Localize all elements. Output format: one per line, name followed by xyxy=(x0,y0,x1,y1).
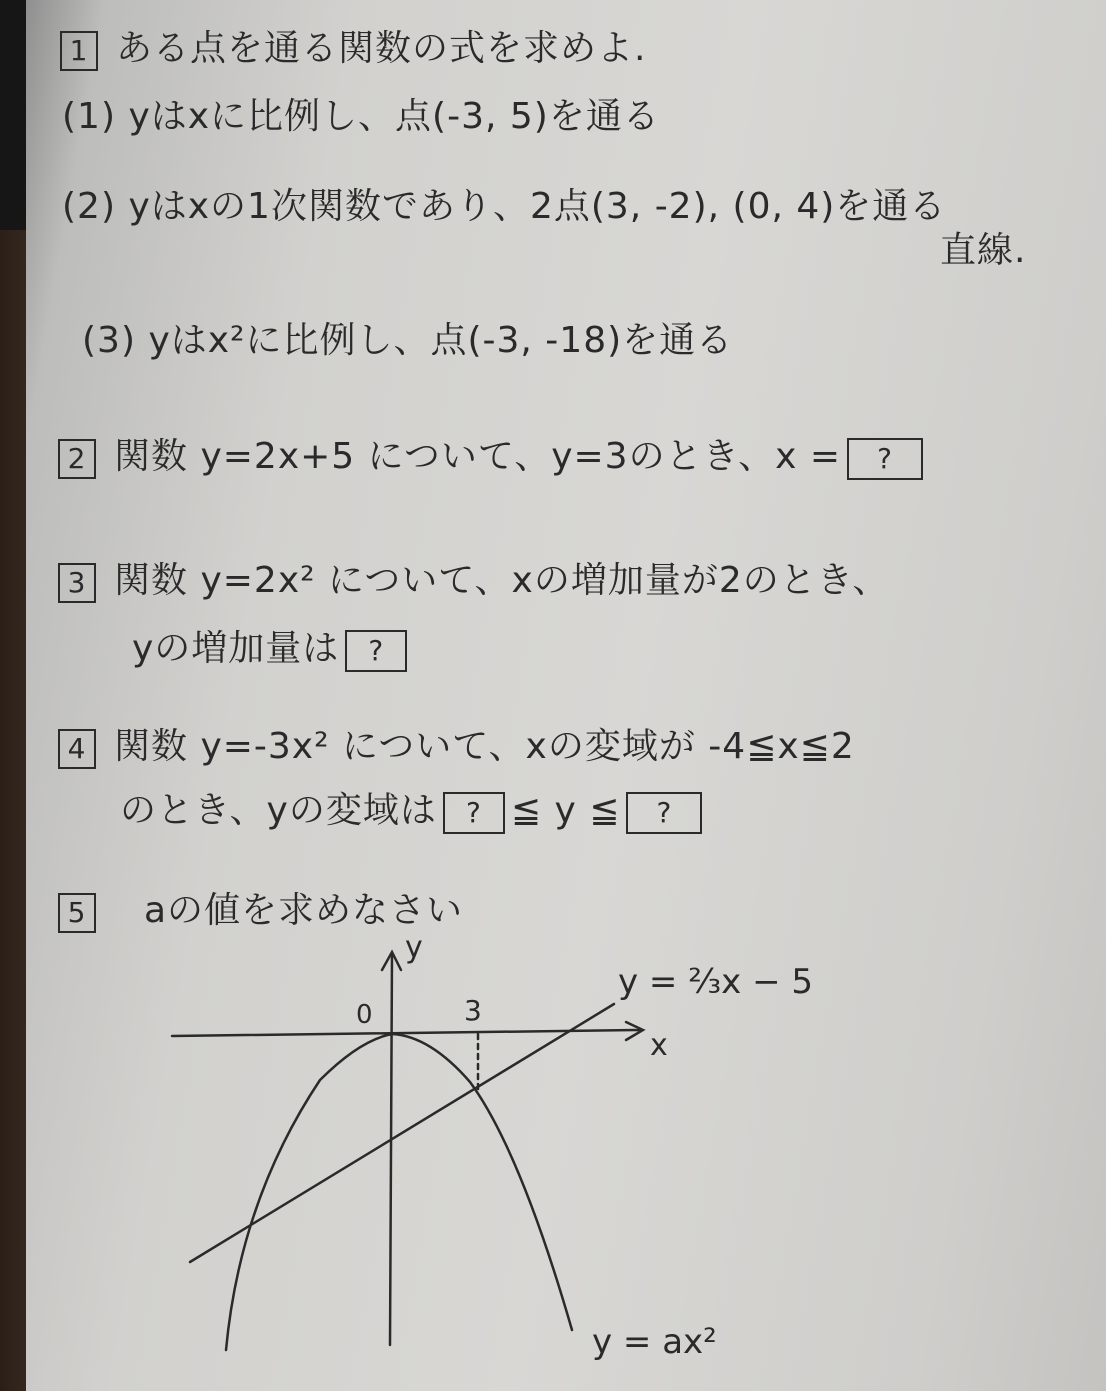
q4-answer-box-1[interactable]: ? xyxy=(443,792,505,834)
q3-text2: yの増加量は xyxy=(132,628,340,669)
x-axis-label: x xyxy=(650,1028,668,1063)
q1-part3: (3) yはx²に比例し、点(-3, -18)を通る xyxy=(82,320,734,361)
q1-number: 1 xyxy=(60,31,98,71)
q3-number: 3 xyxy=(58,563,96,603)
q2-text: 関数 y=2x+5 について、y=3のとき、x = xyxy=(114,436,842,477)
y-axis-label: y xyxy=(405,930,423,965)
q3-text: 関数 y=2x² について、xの増加量が2のとき、 xyxy=(114,560,890,601)
q5-text: aの値を求めなさい xyxy=(144,890,464,931)
curve-equation-label: y = ax² xyxy=(592,1322,717,1362)
q5-number: 5 xyxy=(58,893,96,933)
parabola-ax2 xyxy=(226,1034,572,1350)
q4-text: 関数 y=-3x² について、xの変域が -4≦x≦2 xyxy=(114,726,855,767)
q2-number: 2 xyxy=(58,439,96,479)
line-y-2-3x-5 xyxy=(190,1004,614,1262)
q1-part1: (1) yはxに比例し、点(-3, 5)を通る xyxy=(62,96,660,137)
q1-part2: (2) yはxの1次関数であり、2点(3, -2), (0, 4)を通る xyxy=(62,186,947,227)
q4-inequality: ≦ y ≦ xyxy=(510,790,621,831)
q2-answer-box[interactable]: ? xyxy=(847,438,923,480)
y-axis xyxy=(390,955,392,1345)
q4-text2: のとき、yの変域は xyxy=(120,790,437,831)
line-equation-label: y = ⅔x − 5 xyxy=(618,962,814,1002)
origin-label: 0 xyxy=(356,1000,373,1030)
q1-title: ある点を通る関数の式を求めよ. xyxy=(116,28,647,69)
q1-part2-continued: 直線. xyxy=(940,230,1027,271)
q4-number: 4 xyxy=(58,729,96,769)
q4-answer-box-2[interactable]: ? xyxy=(626,792,702,834)
x-tick-3-label: 3 xyxy=(464,994,482,1027)
q3-answer-box[interactable]: ? xyxy=(345,630,407,672)
